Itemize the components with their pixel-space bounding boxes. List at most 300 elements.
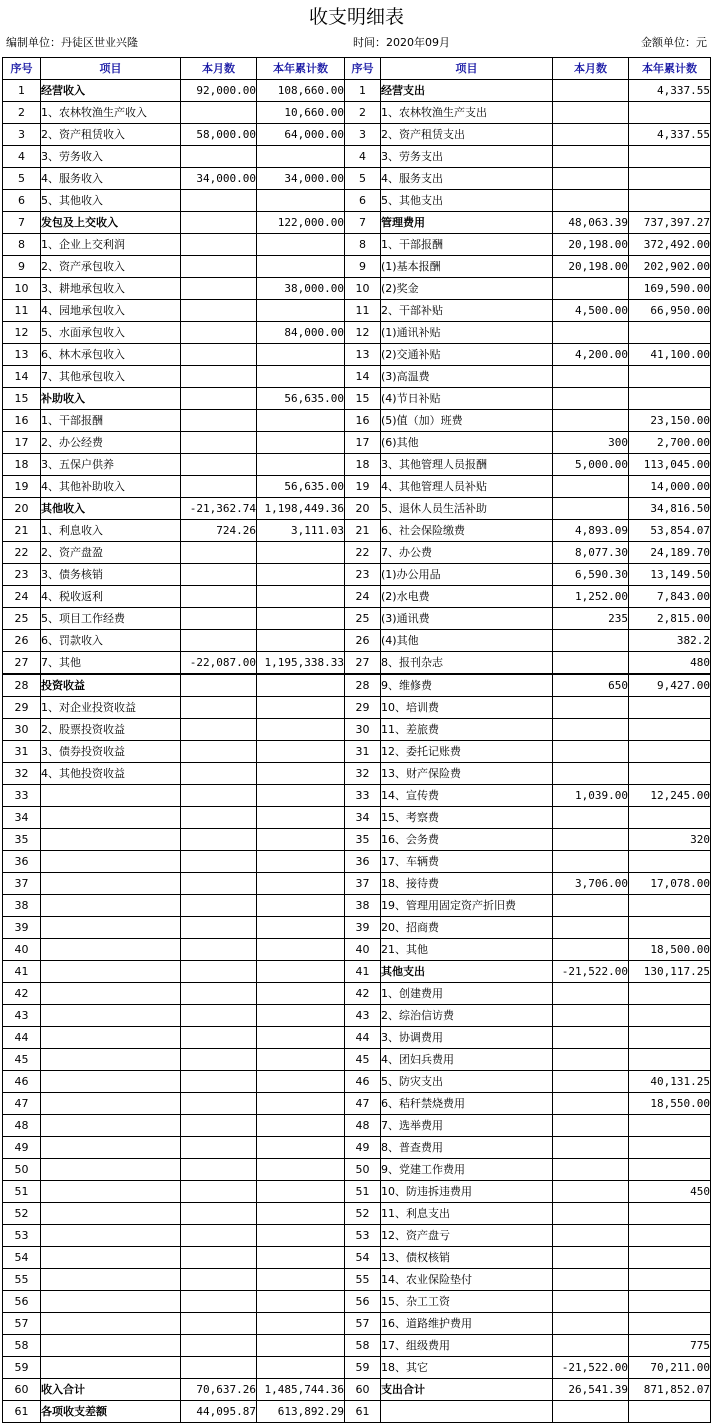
- table-row: [3, 278, 711, 300]
- expense-ytd-cell: [629, 1313, 711, 1335]
- expense-ytd-cell: [629, 697, 711, 719]
- expense-seq-cell: 37: [345, 873, 381, 895]
- expense-month-cell: [553, 1247, 629, 1269]
- income-ytd-cell: [257, 1005, 345, 1027]
- expense-item-cell: 17、组级费用: [381, 1335, 553, 1357]
- expense-month-cell: [553, 1049, 629, 1071]
- income-month-cell: [181, 807, 257, 829]
- expense-seq-cell: 32: [345, 763, 381, 785]
- income-seq-cell: 41: [3, 961, 41, 983]
- income-item-cell: 7、其他: [41, 652, 181, 675]
- income-item-cell: [41, 939, 181, 961]
- table-row: [3, 763, 711, 785]
- expense-seq-cell: 3: [345, 124, 381, 146]
- expense-ytd-cell: [629, 917, 711, 939]
- expense-item-cell: 9、党建工作费用: [381, 1159, 553, 1181]
- income-month-cell: 724.26: [181, 520, 257, 542]
- income-item-cell: [41, 1357, 181, 1379]
- expense-seq-cell: 47: [345, 1093, 381, 1115]
- income-seq-cell: 21: [3, 520, 41, 542]
- expense-item-cell: (6)其他: [381, 432, 553, 454]
- expense-month-cell: 300: [553, 432, 629, 454]
- expense-month-cell: [553, 146, 629, 168]
- expense-ytd-cell: 450: [629, 1181, 711, 1203]
- income-ytd-cell: [257, 1291, 345, 1313]
- expense-item-cell: 10、防违拆违费用: [381, 1181, 553, 1203]
- expense-month-cell: [553, 1203, 629, 1225]
- expense-seq-cell: 24: [345, 586, 381, 608]
- income-item-cell: 3、债务核销: [41, 564, 181, 586]
- income-item-cell: 1、农林牧渔生产收入: [41, 102, 181, 124]
- expense-month-cell: [553, 388, 629, 410]
- expense-seq-cell: 35: [345, 829, 381, 851]
- expense-seq-cell: 59: [345, 1357, 381, 1379]
- expense-month-cell: [553, 895, 629, 917]
- expense-month-cell: [553, 829, 629, 851]
- currency-unit: 金额单位：元: [641, 36, 707, 49]
- income-ytd-cell: [257, 873, 345, 895]
- table-row: [3, 102, 711, 124]
- income-item-cell: 经营收入: [41, 80, 181, 102]
- income-ytd-cell: [257, 1357, 345, 1379]
- income-ytd-cell: 3,111.03: [257, 520, 345, 542]
- expense-item-cell: 2、干部补贴: [381, 300, 553, 322]
- income-month-cell: [181, 388, 257, 410]
- expense-seq-cell: 9: [345, 256, 381, 278]
- income-item-cell: 2、资产盘盈: [41, 542, 181, 564]
- income-item-cell: [41, 807, 181, 829]
- income-month-cell: [181, 851, 257, 873]
- income-seq-cell: 60: [3, 1379, 41, 1401]
- income-ytd-cell: [257, 1269, 345, 1291]
- expense-item-cell: 支出合计: [381, 1379, 553, 1401]
- expense-item-cell: 20、招商费: [381, 917, 553, 939]
- income-seq-cell: 49: [3, 1137, 41, 1159]
- expense-month-cell: 6,590.30: [553, 564, 629, 586]
- income-ytd-cell: [257, 895, 345, 917]
- income-item-cell: 2、办公经费: [41, 432, 181, 454]
- income-month-cell: [181, 719, 257, 741]
- expense-item-cell: 11、差旅费: [381, 719, 553, 741]
- expense-seq-cell: 49: [345, 1137, 381, 1159]
- expense-item-cell: 6、秸秆禁烧费用: [381, 1093, 553, 1115]
- income-item-cell: [41, 1313, 181, 1335]
- table-row: [3, 124, 711, 146]
- expense-item-cell: 3、劳务支出: [381, 146, 553, 168]
- table-row: [3, 961, 711, 983]
- income-ytd-cell: [257, 542, 345, 564]
- expense-item-cell: 18、其它: [381, 1357, 553, 1379]
- expense-item-cell: 18、接待费: [381, 873, 553, 895]
- income-month-cell: [181, 1115, 257, 1137]
- expense-item-cell: 16、道路维护费用: [381, 1313, 553, 1335]
- expense-month-cell: -21,522.00: [553, 961, 629, 983]
- income-item-cell: [41, 1137, 181, 1159]
- expense-month-cell: [553, 1159, 629, 1181]
- table-row: [3, 80, 711, 102]
- table-row: [3, 785, 711, 807]
- table-row: [3, 1049, 711, 1071]
- income-seq-cell: 58: [3, 1335, 41, 1357]
- income-month-cell: [181, 586, 257, 608]
- income-month-cell: [181, 432, 257, 454]
- income-ytd-cell: [257, 1159, 345, 1181]
- expense-ytd-cell: 9,427.00: [629, 674, 711, 697]
- expense-item-cell: 4、服务支出: [381, 168, 553, 190]
- table-row: [3, 476, 711, 498]
- income-ytd-cell: [257, 807, 345, 829]
- income-item-cell: 6、林木承包收入: [41, 344, 181, 366]
- table-row: [3, 542, 711, 564]
- expense-seq-cell: 51: [345, 1181, 381, 1203]
- income-ytd-cell: [257, 586, 345, 608]
- table-row: [3, 498, 711, 520]
- income-item-cell: [41, 785, 181, 807]
- income-item-cell: 3、劳务收入: [41, 146, 181, 168]
- expense-month-cell: [553, 1005, 629, 1027]
- table-row: [3, 190, 711, 212]
- income-item-cell: 收入合计: [41, 1379, 181, 1401]
- income-seq-cell: 37: [3, 873, 41, 895]
- expense-ytd-cell: [629, 983, 711, 1005]
- expense-item-cell: 3、协调费用: [381, 1027, 553, 1049]
- expense-seq-cell: 33: [345, 785, 381, 807]
- expense-item-cell: 5、退休人员生活补助: [381, 498, 553, 520]
- table-row: [3, 410, 711, 432]
- expense-ytd-cell: 169,590.00: [629, 278, 711, 300]
- income-seq-cell: 27: [3, 652, 41, 675]
- income-ytd-cell: [257, 300, 345, 322]
- income-item-cell: 5、其他收入: [41, 190, 181, 212]
- income-month-cell: [181, 322, 257, 344]
- income-item-cell: 4、其他补助收入: [41, 476, 181, 498]
- income-seq-cell: 4: [3, 146, 41, 168]
- expense-month-cell: [553, 939, 629, 961]
- table-row: [3, 1115, 711, 1137]
- expense-ytd-cell: 372,492.00: [629, 234, 711, 256]
- expense-seq-cell: 4: [345, 146, 381, 168]
- expense-month-cell: [553, 719, 629, 741]
- income-item-cell: 1、对企业投资收益: [41, 697, 181, 719]
- expense-item-cell: 11、利息支出: [381, 1203, 553, 1225]
- income-seq-cell: 44: [3, 1027, 41, 1049]
- expense-month-cell: [553, 1225, 629, 1247]
- expense-seq-cell: 45: [345, 1049, 381, 1071]
- header-seq-right: 序号: [345, 58, 381, 80]
- expense-month-cell: [553, 1313, 629, 1335]
- expense-seq-cell: 41: [345, 961, 381, 983]
- table-row: [3, 432, 711, 454]
- income-seq-cell: 35: [3, 829, 41, 851]
- income-month-cell: [181, 939, 257, 961]
- income-item-cell: [41, 1247, 181, 1269]
- income-ytd-cell: [257, 234, 345, 256]
- income-item-cell: [41, 895, 181, 917]
- income-month-cell: [181, 146, 257, 168]
- income-month-cell: [181, 1291, 257, 1313]
- income-seq-cell: 53: [3, 1225, 41, 1247]
- header-ytd-left: 本年累计数: [257, 58, 345, 80]
- table-row: [3, 1027, 711, 1049]
- header-item-right: 项目: [381, 58, 553, 80]
- expense-ytd-cell: [629, 1401, 711, 1423]
- income-month-cell: [181, 961, 257, 983]
- income-ytd-cell: [257, 939, 345, 961]
- expense-item-cell: 1、创建费用: [381, 983, 553, 1005]
- income-seq-cell: 45: [3, 1049, 41, 1071]
- expense-ytd-cell: [629, 719, 711, 741]
- table-row: [3, 1357, 711, 1379]
- income-item-cell: 投资收益: [41, 674, 181, 697]
- income-ytd-cell: [257, 917, 345, 939]
- income-seq-cell: 2: [3, 102, 41, 124]
- expense-item-cell: 6、社会保险缴费: [381, 520, 553, 542]
- income-item-cell: 补助收入: [41, 388, 181, 410]
- income-month-cell: [181, 983, 257, 1005]
- income-month-cell: [181, 102, 257, 124]
- income-month-cell: 58,000.00: [181, 124, 257, 146]
- income-seq-cell: 39: [3, 917, 41, 939]
- expense-seq-cell: 21: [345, 520, 381, 542]
- income-month-cell: [181, 278, 257, 300]
- income-month-cell: [181, 256, 257, 278]
- expense-seq-cell: 54: [345, 1247, 381, 1269]
- expense-ytd-cell: 18,500.00: [629, 939, 711, 961]
- expense-item-cell: (2)奖金: [381, 278, 553, 300]
- income-month-cell: [181, 674, 257, 697]
- expense-month-cell: 20,198.00: [553, 256, 629, 278]
- table-row: [3, 168, 711, 190]
- income-month-cell: -21,362.74: [181, 498, 257, 520]
- expense-ytd-cell: 66,950.00: [629, 300, 711, 322]
- header-seq-left: 序号: [3, 58, 41, 80]
- income-seq-cell: 36: [3, 851, 41, 873]
- expense-seq-cell: 31: [345, 741, 381, 763]
- expense-item-cell: [381, 1401, 553, 1423]
- income-ytd-cell: [257, 741, 345, 763]
- expense-seq-cell: 43: [345, 1005, 381, 1027]
- income-ytd-cell: [257, 410, 345, 432]
- income-month-cell: [181, 917, 257, 939]
- income-month-cell: [181, 873, 257, 895]
- income-item-cell: 7、其他承包收入: [41, 366, 181, 388]
- income-month-cell: [181, 454, 257, 476]
- income-item-cell: [41, 1027, 181, 1049]
- expense-ytd-cell: [629, 763, 711, 785]
- income-item-cell: 1、企业上交利润: [41, 234, 181, 256]
- income-seq-cell: 43: [3, 1005, 41, 1027]
- expense-ytd-cell: [629, 1203, 711, 1225]
- income-ytd-cell: 1,195,338.33: [257, 652, 345, 675]
- expense-ytd-cell: [629, 1049, 711, 1071]
- expense-ytd-cell: [629, 388, 711, 410]
- expense-item-cell: 12、委托记账费: [381, 741, 553, 763]
- expense-month-cell: 8,077.30: [553, 542, 629, 564]
- expense-month-cell: 26,541.39: [553, 1379, 629, 1401]
- income-ytd-cell: [257, 146, 345, 168]
- income-item-cell: 4、园地承包收入: [41, 300, 181, 322]
- expense-ytd-cell: 13,149.50: [629, 564, 711, 586]
- expense-item-cell: 2、资产租赁支出: [381, 124, 553, 146]
- income-item-cell: 6、罚款收入: [41, 630, 181, 652]
- table-row: [3, 344, 711, 366]
- table-row: [3, 1203, 711, 1225]
- expense-seq-cell: 7: [345, 212, 381, 234]
- expense-month-cell: 235: [553, 608, 629, 630]
- expense-ytd-cell: [629, 366, 711, 388]
- expense-seq-cell: 28: [345, 674, 381, 697]
- income-ytd-cell: [257, 1071, 345, 1093]
- table-row: [3, 234, 711, 256]
- income-month-cell: [181, 1313, 257, 1335]
- income-seq-cell: 28: [3, 674, 41, 697]
- table-row: [3, 652, 711, 675]
- expense-month-cell: 1,252.00: [553, 586, 629, 608]
- expense-month-cell: 650: [553, 674, 629, 697]
- expense-ytd-cell: [629, 1291, 711, 1313]
- income-ytd-cell: [257, 630, 345, 652]
- income-month-cell: [181, 300, 257, 322]
- table-row: [3, 1335, 711, 1357]
- income-ytd-cell: 1,485,744.36: [257, 1379, 345, 1401]
- table-row: [3, 1181, 711, 1203]
- income-seq-cell: 18: [3, 454, 41, 476]
- expense-month-cell: -21,522.00: [553, 1357, 629, 1379]
- income-month-cell: [181, 476, 257, 498]
- expense-month-cell: [553, 278, 629, 300]
- table-row: [3, 388, 711, 410]
- income-seq-cell: 42: [3, 983, 41, 1005]
- income-month-cell: [181, 1203, 257, 1225]
- table-row: [3, 1159, 711, 1181]
- income-ytd-cell: 613,892.29: [257, 1401, 345, 1423]
- expense-month-cell: [553, 1401, 629, 1423]
- compiling-unit: 编制单位：丹徒区世业兴隆: [6, 36, 138, 49]
- expense-ytd-cell: 34,816.50: [629, 498, 711, 520]
- income-seq-cell: 9: [3, 256, 41, 278]
- income-seq-cell: 17: [3, 432, 41, 454]
- income-ytd-cell: [257, 256, 345, 278]
- expense-seq-cell: 12: [345, 322, 381, 344]
- expense-item-cell: 9、维修费: [381, 674, 553, 697]
- income-item-cell: [41, 1115, 181, 1137]
- expense-item-cell: 21、其他: [381, 939, 553, 961]
- table-row: [3, 1379, 711, 1401]
- income-ytd-cell: [257, 674, 345, 697]
- income-month-cell: [181, 829, 257, 851]
- income-ytd-cell: [257, 1049, 345, 1071]
- expense-seq-cell: 8: [345, 234, 381, 256]
- expense-month-cell: [553, 983, 629, 1005]
- income-ytd-cell: [257, 1137, 345, 1159]
- income-month-cell: [181, 608, 257, 630]
- expense-seq-cell: 26: [345, 630, 381, 652]
- income-seq-cell: 47: [3, 1093, 41, 1115]
- expense-month-cell: [553, 410, 629, 432]
- income-item-cell: [41, 1291, 181, 1313]
- expense-month-cell: 4,500.00: [553, 300, 629, 322]
- income-ytd-cell: [257, 697, 345, 719]
- expense-month-cell: 1,039.00: [553, 785, 629, 807]
- expense-item-cell: (2)交通补贴: [381, 344, 553, 366]
- income-month-cell: 92,000.00: [181, 80, 257, 102]
- expense-month-cell: 5,000.00: [553, 454, 629, 476]
- expense-seq-cell: 27: [345, 652, 381, 675]
- expense-item-cell: (4)节日补贴: [381, 388, 553, 410]
- expense-month-cell: [553, 168, 629, 190]
- expense-item-cell: 8、报刊杂志: [381, 652, 553, 675]
- table-row: [3, 1269, 711, 1291]
- income-seq-cell: 16: [3, 410, 41, 432]
- expense-ytd-cell: 41,100.00: [629, 344, 711, 366]
- expense-item-cell: (5)值（加）班费: [381, 410, 553, 432]
- expense-month-cell: 3,706.00: [553, 873, 629, 895]
- expense-item-cell: 管理费用: [381, 212, 553, 234]
- table-row: [3, 212, 711, 234]
- income-seq-cell: 15: [3, 388, 41, 410]
- expense-seq-cell: 15: [345, 388, 381, 410]
- income-month-cell: [181, 366, 257, 388]
- income-seq-cell: 10: [3, 278, 41, 300]
- expense-item-cell: 7、选举费用: [381, 1115, 553, 1137]
- table-row: [3, 300, 711, 322]
- income-ytd-cell: [257, 454, 345, 476]
- expense-ytd-cell: 2,815.00: [629, 608, 711, 630]
- expense-seq-cell: 60: [345, 1379, 381, 1401]
- table-row: [3, 630, 711, 652]
- table-body: [3, 80, 711, 1423]
- income-ytd-cell: [257, 366, 345, 388]
- expense-seq-cell: 10: [345, 278, 381, 300]
- income-seq-cell: 48: [3, 1115, 41, 1137]
- income-ytd-cell: 1,198,449.36: [257, 498, 345, 520]
- expense-seq-cell: 55: [345, 1269, 381, 1291]
- expense-item-cell: (3)高温费: [381, 366, 553, 388]
- expense-seq-cell: 34: [345, 807, 381, 829]
- income-ytd-cell: [257, 564, 345, 586]
- income-seq-cell: 61: [3, 1401, 41, 1423]
- expense-ytd-cell: [629, 102, 711, 124]
- income-month-cell: [181, 410, 257, 432]
- expense-ytd-cell: [629, 146, 711, 168]
- income-seq-cell: 52: [3, 1203, 41, 1225]
- expense-seq-cell: 14: [345, 366, 381, 388]
- income-item-cell: [41, 1181, 181, 1203]
- income-seq-cell: 38: [3, 895, 41, 917]
- income-ytd-cell: [257, 1093, 345, 1115]
- expense-ytd-cell: 23,150.00: [629, 410, 711, 432]
- expense-ytd-cell: [629, 190, 711, 212]
- income-seq-cell: 56: [3, 1291, 41, 1313]
- expense-item-cell: 13、财产保险费: [381, 763, 553, 785]
- income-seq-cell: 30: [3, 719, 41, 741]
- expense-item-cell: 15、考察费: [381, 807, 553, 829]
- income-seq-cell: 25: [3, 608, 41, 630]
- income-ytd-cell: 84,000.00: [257, 322, 345, 344]
- expense-ytd-cell: [629, 1269, 711, 1291]
- table-row: [3, 1247, 711, 1269]
- expense-item-cell: 15、杂工工资: [381, 1291, 553, 1313]
- income-item-cell: [41, 829, 181, 851]
- expense-ytd-cell: [629, 322, 711, 344]
- expense-seq-cell: 13: [345, 344, 381, 366]
- income-ytd-cell: [257, 961, 345, 983]
- expense-item-cell: (1)通讯补贴: [381, 322, 553, 344]
- expense-ytd-cell: 17,078.00: [629, 873, 711, 895]
- income-ytd-cell: [257, 829, 345, 851]
- expense-ytd-cell: 113,045.00: [629, 454, 711, 476]
- income-seq-cell: 20: [3, 498, 41, 520]
